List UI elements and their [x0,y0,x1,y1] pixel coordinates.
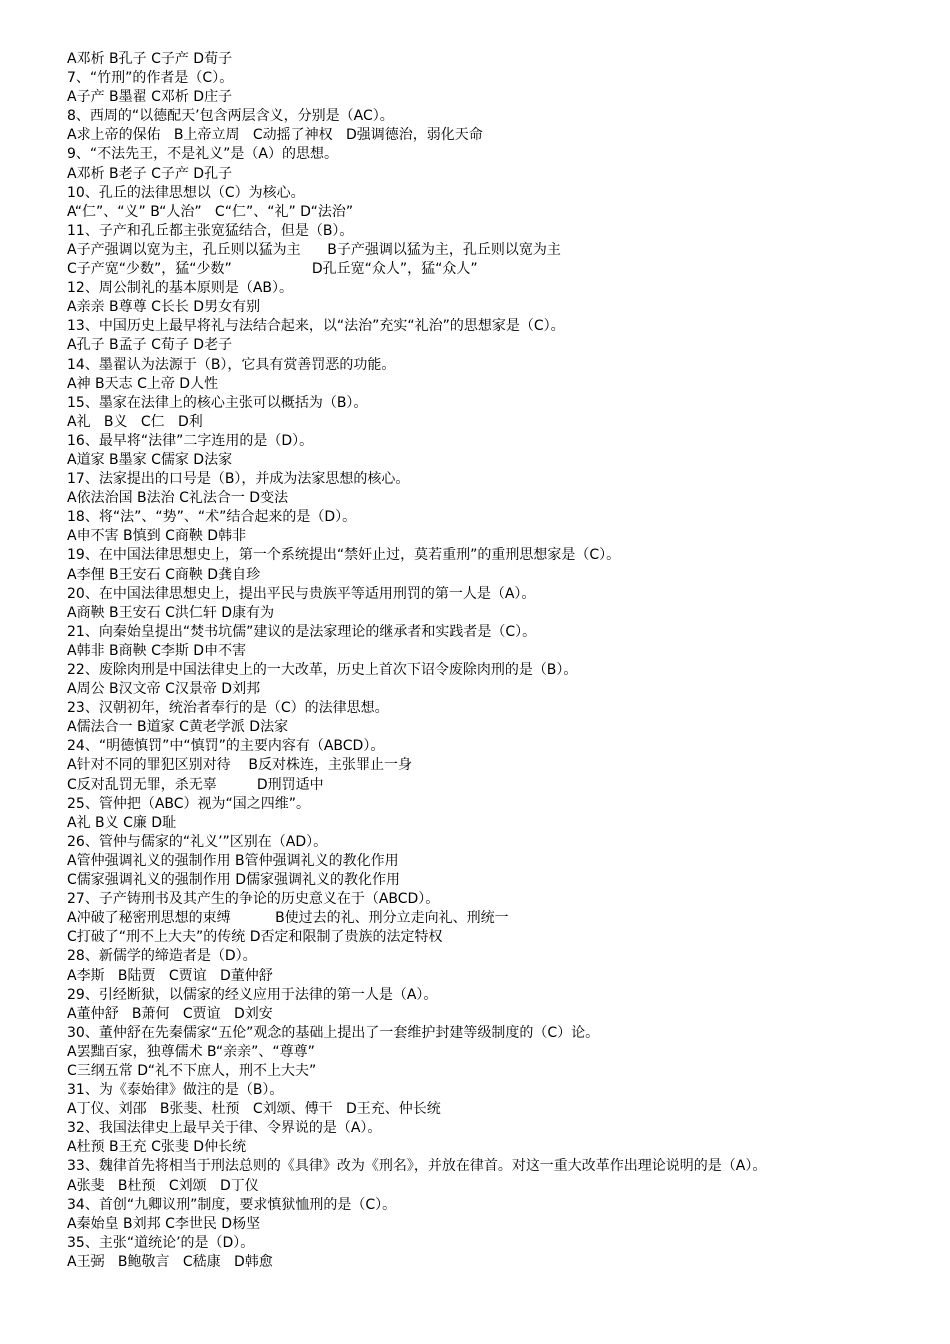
question-line: 14、墨翟认为法源于（B），它具有赏善罚恶的功能。 [67,356,396,373]
question-line: 11、子产和孔丘都主张宽猛结合，但是（B）。 [67,222,354,239]
options-line: A秦始皇 B刘邦 C李世民 D杨坚 [67,1215,261,1232]
question-line: 7、“竹刑”的作者是（C）。 [67,70,234,87]
question-line: 25、管仲把（ABC）视为“国之四维”。 [67,795,311,812]
options-line: A申不害 B慎到 C商鞅 D韩非 [67,528,247,545]
options-line: A韩非 B商鞅 C李斯 D申不害 [67,642,247,659]
question-line: 33、魏律首先将相当于刑法总则的《具律》改为《刑名》，并放在律首。对这一重大改革作出理论说明的是（A）。 [67,1158,767,1175]
options-line: A子产强调以宽为主，孔丘则以猛为主 B子产强调以猛为主，孔丘则以宽为主 [67,241,561,258]
question-line: 18、将“法”、“势”、“术”结合起来的是（D）。 [67,509,357,526]
question-line: 19、在中国法律思想史上，第一个系统提出“禁奸止过，莫若重刑”的重刑思想家是（C）。 [67,547,621,564]
question-line: 32、我国法律史上最早关于律、令界说的是（A）。 [67,1120,382,1137]
options-line: A罢黜百家，独尊儒术 B“亲亲”、“尊尊” [67,1043,315,1060]
options-line: A孔子 B孟子 C荀子 D老子 [67,337,233,354]
question-line: 21、向秦始皇提出“焚书坑儒”建议的是法家理论的继承者和实践者是（C）。 [67,623,537,640]
question-line: 8、西周的“以德配天’包含两层含义，分别是（AC）。 [67,108,394,125]
options-line: A李俚 B王安石 C商鞅 D龚自珍 [67,566,261,583]
options-line: A杜预 B王充 C张斐 D仲长统 [67,1139,247,1156]
options-line: A神 B天志 C上帝 D人性 [67,375,219,392]
question-line: 16、最早将“法律”二字连用的是（D）。 [67,432,314,449]
options-line: A邓析 B老子 C子产 D孔子 [67,165,233,182]
options-line: A礼 B义 C仁 D利 [67,413,203,430]
question-line: 31、为《泰始律》做注的是（B）。 [67,1082,284,1099]
options-line: A商鞅 B王安石 C洪仁轩 D康有为 [67,604,275,621]
question-line: 10、孔丘的法律思想以（C）为核心。 [67,184,305,201]
options-line: C反对乱罚无罪，杀无辜 D刑罚适中 [67,776,324,793]
options-line: A针对不同的罪犯区别对待 B反对株连，主张罪止一身 [67,757,412,774]
question-line: 34、首创“九卿议刑”制度，要求慎狱恤刑的是（C）。 [67,1196,397,1213]
question-line: 35、主张“道统论’的是（D）。 [67,1234,255,1251]
options-line: A王弼 B鲍敬言 C嵇康 D韩愈 [67,1253,273,1270]
options-line: A“仁”、“义” B“人治” C“仁”、“礼” D“法治” [67,203,354,220]
question-line: 30、董仲舒在先秦儒家“五伦”观念的基础上提出了一套维护封建等级制度的（C）论。 [67,1024,600,1041]
question-line: 24、“明德慎罚”中“慎罚”的主要内容有（ABCD）。 [67,738,385,755]
question-line: 26、管仲与儒家的“礼义’”区别在（AD）。 [67,833,328,850]
options-line: C三纲五常 D“礼不下庶人，刑不上大夫” [67,1062,317,1079]
text-line: A邓析 B孔子 C子产 D荀子 [67,51,233,67]
options-line: A董仲舒 B萧何 C贾谊 D刘安 [67,1005,273,1022]
options-line: A道家 B墨家 C儒家 D法家 [67,451,233,468]
question-line: 12、周公制礼的基本原则是（AB）。 [67,280,293,297]
options-line: A依法治国 B法治 C礼法合一 D变法 [67,490,289,507]
options-line: C儒家强调礼义的强制作用 D儒家强调礼义的教化作用 [67,872,401,889]
question-line: 20、在中国法律思想史上，提出平民与贵族平等适用刑罚的第一人是（A）。 [67,585,536,602]
question-line: 29、引经断狱，以儒家的经义应用于法律的第一人是（A）。 [67,986,438,1003]
options-line: A礼 B义 C廉 D耻 [67,814,177,831]
question-line: 23、汉朝初年，统治者奉行的是（C）的法律思想。 [67,700,389,717]
question-line: 28、新儒学的缔造者是（D）。 [67,948,257,965]
document-page [67,50,897,1272]
options-line: A求上帝的保佑 B上帝立周 C动摇了神权 D强调德治，弱化天命 [67,127,483,144]
options-line: A丁仪、刘邵 B张斐、杜预 C刘颂、傅干 D王充、仲长统 [67,1101,441,1118]
options-line: C打破了“刑不上大夫”的传统 D否定和限制了贵族的法定特权 [67,929,443,946]
question-line: 9、“不法先王，不是礼义”是（A）的思想。 [67,146,338,163]
options-line: A儒法合一 B道家 C黄老学派 D法家 [67,719,289,736]
options-line: A李斯 B陆贾 C贾谊 D董仲舒 [67,967,273,984]
options-line: A周公 B汉文帝 C汉景帝 D刘邦 [67,681,261,698]
options-line: C子产宽“少数”，猛“少数” D孔丘宽“众人”，猛“众人” [67,261,478,278]
options-line: A冲破了秘密刑思想的束缚 B使过去的礼、刑分立走向礼、刑统一 [67,910,509,927]
options-line: A管仲强调礼义的强制作用 B管仲强调礼义的教化作用 [67,852,399,869]
question-line: 13、中国历史上最早将礼与法结合起来，以“法治”充实“礼治”的思想家是（C）。 [67,318,565,335]
options-line: A亲亲 B尊尊 C长长 D男女有别 [67,299,261,316]
question-line: 17、法家提出的口号是（B），并成为法家思想的核心。 [67,471,410,488]
question-line: 27、子产铸刑书及其产生的争论的历史意义在于（ABCD）。 [67,891,440,908]
question-line: 22、废除肉刑是中国法律史上的一大改革，历史上首次下诏令废除肉刑的是（B）。 [67,662,578,678]
question-line: 15、墨家在法律上的核心主张可以概括为（B）。 [67,394,368,411]
options-line: A子产 B墨翟 C邓析 D庄子 [67,89,233,106]
options-line: A张斐 B杜预 C刘颂 D丁仪 [67,1177,259,1194]
